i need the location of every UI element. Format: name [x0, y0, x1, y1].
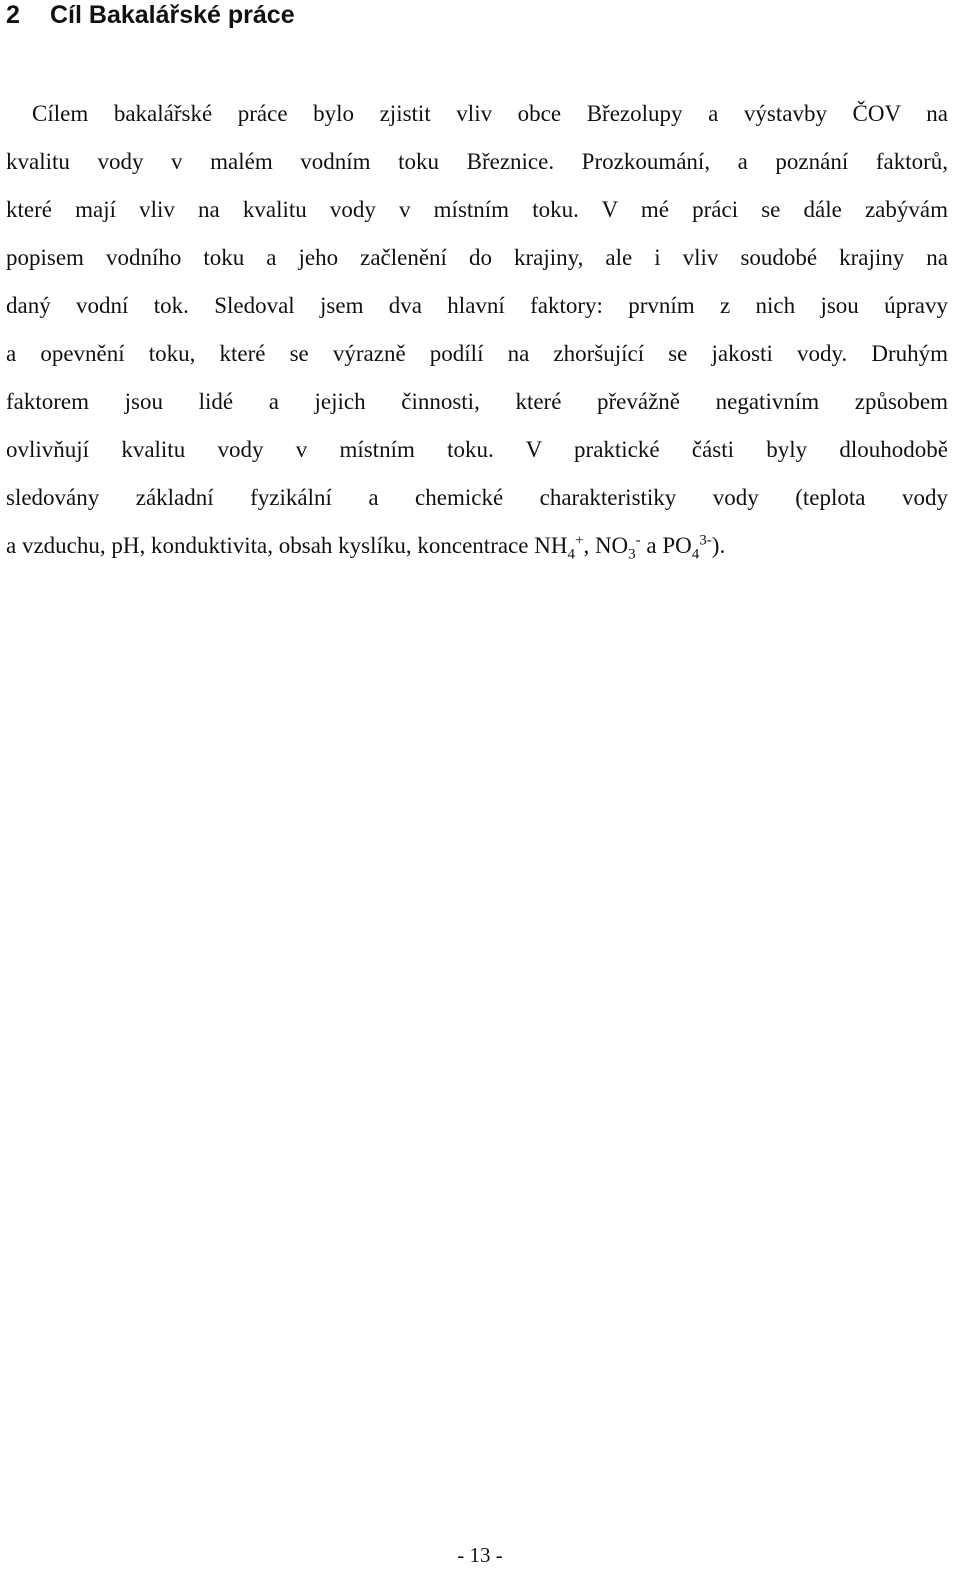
no3-superscript: - — [635, 532, 641, 549]
chapter-heading — [6, 0, 295, 30]
po4-subscript: 4 — [691, 546, 700, 563]
no3-subscript: 3 — [628, 546, 636, 563]
chapter-title: Cíl Bakalářské práce — [50, 1, 295, 29]
nh4-superscript: + — [574, 532, 584, 549]
nh4-subscript: 4 — [567, 546, 575, 563]
paragraph-last-line — [6, 522, 948, 570]
body-paragraph — [6, 90, 948, 570]
paragraph-line: daný vodní tok. Sledoval jsem dva hlavní faktory: prvním z nich jsou úpravy — [6, 293, 948, 318]
separator-po4: a PO — [640, 533, 692, 558]
paragraph-line: kvalitu vody v malém vodním toku Březnice. Prozkoumání, a poznání faktorů, — [6, 149, 948, 174]
po4-superscript: 3- — [699, 532, 712, 549]
paragraph-line: sledovány základní fyzikální a chemické charakteristiky vody (teplota vody — [6, 485, 948, 510]
paragraph-line: popisem vodního toku a jeho začlenění do krajiny, ale i vliv soudobé krajiny na — [6, 245, 948, 270]
chapter-number: 2 — [6, 1, 20, 29]
separator-no3: , NO — [583, 533, 629, 558]
paragraph-line: Cílem bakalářské práce bylo zjistit vliv obce Březolupy a výstavby ČOV na — [32, 101, 948, 126]
last-line-end: ). — [711, 533, 726, 558]
paragraph-line: ovlivňují kvalitu vody v místním toku. V praktické části byly dlouhodobě — [6, 437, 948, 462]
paragraph-line: a opevnění toku, které se výrazně podílí na zhoršující se jakosti vody. Druhým — [6, 341, 948, 366]
paragraph-line: faktorem jsou lidé a jejich činnosti, které převážně negativním způsobem — [6, 389, 948, 414]
page-number: - 13 - — [457, 1543, 503, 1567]
last-line-text: a vzduchu, pH, konduktivita, obsah kyslíku, koncentrace NH — [6, 533, 568, 558]
paragraph-line: které mají vliv na kvalitu vody v místním toku. V mé práci se dále zabývám — [6, 197, 948, 222]
